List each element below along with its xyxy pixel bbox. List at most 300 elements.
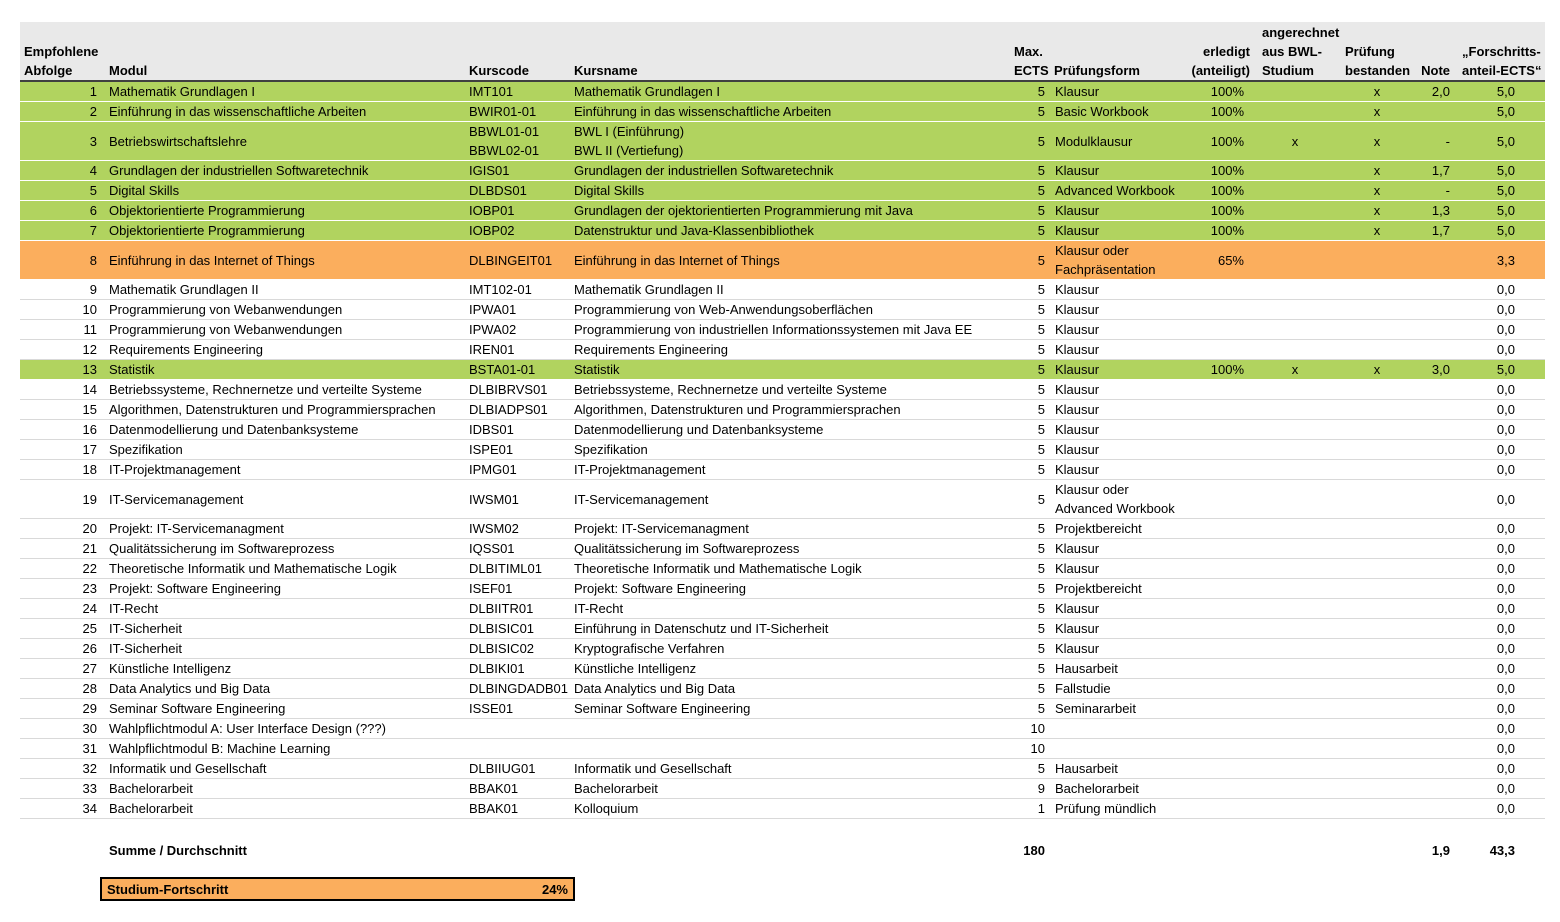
cell-bwl[interactable] [1252, 799, 1338, 818]
cell-note[interactable] [1416, 619, 1462, 638]
cell-best[interactable]: x [1373, 104, 1381, 119]
cell-form[interactable] [1050, 699, 1180, 718]
cell-name[interactable] [570, 122, 1010, 160]
cell-code[interactable] [465, 679, 570, 698]
cell-fort[interactable]: 0,0 [1496, 781, 1515, 796]
cell-form[interactable] [1050, 360, 1180, 379]
cell-ects[interactable]: 5 [1037, 183, 1045, 198]
cell-name[interactable] [570, 519, 1010, 538]
cell-code[interactable] [465, 519, 570, 538]
cell-modul[interactable]: Grundlagen der industriellen Softwaretechnik [109, 163, 369, 178]
cell-bwl[interactable] [1252, 460, 1338, 479]
cell-bwl[interactable] [1252, 559, 1338, 578]
cell-modul[interactable]: Einführung in das wissenschaftliche Arbeiten [109, 104, 367, 119]
cell-erl[interactable] [1180, 639, 1252, 658]
cell-erl[interactable] [1180, 519, 1252, 538]
cell-form[interactable] [1050, 460, 1180, 479]
cell-modul[interactable]: Wahlpflichtmodul B: Machine Learning [109, 741, 331, 756]
cell-best[interactable] [1338, 241, 1416, 279]
cell-name[interactable] [570, 599, 1010, 618]
cell-note[interactable] [1416, 599, 1462, 618]
cell-form[interactable] [1050, 519, 1180, 538]
cell-fort[interactable]: 0,0 [1496, 621, 1515, 636]
header-cell-nr[interactable] [20, 22, 105, 80]
cell-erl[interactable] [1180, 619, 1252, 638]
cell-bwl[interactable] [1252, 241, 1338, 279]
cell-bwl[interactable] [1252, 480, 1338, 518]
cell-code[interactable] [465, 102, 570, 121]
cell-note[interactable] [1416, 300, 1462, 319]
cell-bwl[interactable] [1252, 619, 1338, 638]
header-cell-bwl[interactable] [1252, 22, 1338, 80]
cell-ects[interactable]: 5 [1037, 521, 1045, 536]
cell-best[interactable]: x [1373, 223, 1381, 238]
cell-ects[interactable]: 5 [1037, 402, 1045, 417]
cell-name[interactable] [570, 619, 1010, 638]
cell-nr[interactable]: 32 [82, 761, 97, 776]
cell-note[interactable] [1416, 519, 1462, 538]
cell-form[interactable] [1050, 599, 1180, 618]
summary-label[interactable]: Summe / Durchschnitt [109, 843, 247, 858]
cell-note[interactable] [1416, 759, 1462, 778]
header-cell-ects[interactable] [1010, 22, 1050, 80]
cell-ects[interactable]: 5 [1037, 541, 1045, 556]
cell-erl[interactable]: 65% [1217, 252, 1244, 268]
cell-ects[interactable]: 5 [1037, 362, 1045, 377]
cell-modul[interactable]: Theoretische Informatik und Mathematische Logik [109, 561, 397, 576]
cell-best[interactable] [1338, 619, 1416, 638]
cell-erl[interactable] [1180, 799, 1252, 818]
cell-erl[interactable] [1180, 739, 1252, 758]
cell-erl[interactable]: 100% [1210, 223, 1244, 238]
cell-form[interactable] [1050, 82, 1180, 101]
cell-erl[interactable] [1180, 420, 1252, 439]
cell-nr[interactable]: 20 [82, 521, 97, 536]
cell-nr[interactable]: 19 [82, 491, 97, 507]
cell-modul[interactable]: Digital Skills [109, 183, 180, 198]
cell-bwl[interactable] [1252, 221, 1338, 240]
cell-ects[interactable]: 5 [1037, 422, 1045, 437]
cell-fort[interactable]: 0,0 [1496, 382, 1515, 397]
cell-nr[interactable]: 7 [89, 223, 97, 238]
cell-ects[interactable]: 5 [1037, 621, 1045, 636]
cell-best[interactable] [1338, 639, 1416, 658]
cell-best[interactable] [1338, 779, 1416, 798]
summary-ects-total[interactable]: 180 [1023, 843, 1045, 858]
cell-code[interactable] [465, 659, 570, 678]
cell-form[interactable] [1050, 181, 1180, 200]
cell-nr[interactable]: 11 [83, 322, 97, 337]
cell-bwl[interactable] [1252, 519, 1338, 538]
cell-best[interactable] [1338, 300, 1416, 319]
cell-ects[interactable]: 5 [1037, 761, 1045, 776]
cell-name[interactable] [570, 719, 1010, 738]
cell-modul[interactable]: Mathematik Grundlagen I [109, 84, 255, 99]
cell-bwl[interactable]: x [1291, 362, 1299, 377]
cell-note[interactable]: 1,3 [1431, 203, 1450, 218]
cell-erl[interactable] [1180, 539, 1252, 558]
cell-best[interactable] [1338, 699, 1416, 718]
cell-form[interactable] [1050, 300, 1180, 319]
cell-code[interactable] [465, 181, 570, 200]
cell-bwl[interactable] [1252, 579, 1338, 598]
cell-best[interactable] [1338, 480, 1416, 518]
cell-form[interactable] [1050, 221, 1180, 240]
cell-note[interactable] [1416, 420, 1462, 439]
cell-best[interactable] [1338, 340, 1416, 359]
header-cell-erl[interactable] [1180, 22, 1252, 80]
cell-bwl[interactable] [1252, 599, 1338, 618]
cell-code[interactable] [465, 300, 570, 319]
cell-nr[interactable]: 3 [89, 133, 97, 149]
cell-bwl[interactable] [1252, 201, 1338, 220]
cell-ects[interactable]: 5 [1037, 681, 1045, 696]
cell-name[interactable] [570, 360, 1010, 379]
cell-modul[interactable]: Objektorientierte Programmierung [109, 223, 305, 238]
cell-modul[interactable]: Algorithmen, Datenstrukturen und Programmiersprachen [109, 402, 436, 417]
cell-erl[interactable] [1180, 480, 1252, 518]
cell-form[interactable] [1050, 719, 1180, 738]
cell-nr[interactable]: 1 [89, 84, 97, 99]
cell-ects[interactable]: 5 [1037, 342, 1045, 357]
cell-nr[interactable]: 18 [82, 462, 97, 477]
cell-nr[interactable]: 21 [82, 541, 97, 556]
cell-form[interactable] [1050, 759, 1180, 778]
cell-form[interactable] [1050, 639, 1180, 658]
cell-modul[interactable]: Datenmodellierung und Datenbanksysteme [109, 422, 359, 437]
cell-name[interactable] [570, 221, 1010, 240]
header-cell-best[interactable] [1338, 22, 1416, 80]
header-cell-code[interactable] [465, 22, 570, 80]
cell-note[interactable]: 3,0 [1431, 362, 1450, 377]
cell-fort[interactable]: 5,0 [1496, 362, 1515, 377]
cell-modul[interactable]: Requirements Engineering [109, 342, 263, 357]
cell-code[interactable] [465, 161, 570, 180]
cell-modul[interactable]: Projekt: IT-Servicemanagment [109, 521, 284, 536]
cell-name[interactable] [570, 579, 1010, 598]
summary-average-grade[interactable]: 1,9 [1431, 843, 1450, 858]
cell-erl[interactable] [1180, 719, 1252, 738]
cell-name[interactable] [570, 440, 1010, 459]
cell-fort[interactable]: 0,0 [1496, 741, 1515, 756]
cell-code[interactable] [465, 420, 570, 439]
cell-name[interactable] [570, 320, 1010, 339]
cell-fort[interactable]: 0,0 [1496, 601, 1515, 616]
cell-bwl[interactable] [1252, 539, 1338, 558]
cell-form[interactable] [1050, 161, 1180, 180]
cell-best[interactable] [1338, 539, 1416, 558]
cell-modul[interactable]: Data Analytics und Big Data [109, 681, 271, 696]
cell-erl[interactable] [1180, 460, 1252, 479]
cell-note[interactable] [1416, 559, 1462, 578]
cell-best[interactable] [1338, 380, 1416, 399]
cell-name[interactable] [570, 559, 1010, 578]
cell-fort[interactable]: 0,0 [1496, 541, 1515, 556]
cell-erl[interactable] [1180, 320, 1252, 339]
cell-modul[interactable]: Einführung in das Internet of Things [109, 252, 315, 268]
cell-bwl[interactable] [1252, 320, 1338, 339]
cell-ects[interactable]: 5 [1037, 601, 1045, 616]
cell-ects[interactable]: 5 [1037, 661, 1045, 676]
cell-name[interactable] [570, 280, 1010, 299]
cell-note[interactable] [1416, 280, 1462, 299]
cell-nr[interactable]: 33 [82, 781, 97, 796]
cell-fort[interactable]: 3,3 [1496, 252, 1515, 268]
cell-code[interactable] [465, 799, 570, 818]
cell-nr[interactable]: 28 [82, 681, 97, 696]
cell-note[interactable] [1416, 539, 1462, 558]
cell-ects[interactable]: 1 [1037, 801, 1045, 816]
cell-ects[interactable]: 5 [1037, 382, 1045, 397]
cell-ects[interactable]: 5 [1037, 84, 1045, 99]
cell-code[interactable] [465, 280, 570, 299]
cell-best[interactable] [1338, 440, 1416, 459]
cell-best[interactable]: x [1373, 133, 1381, 149]
cell-bwl[interactable] [1252, 659, 1338, 678]
cell-nr[interactable]: 2 [89, 104, 97, 119]
cell-nr[interactable]: 23 [82, 581, 97, 596]
cell-best[interactable]: x [1373, 362, 1381, 377]
cell-note[interactable] [1416, 639, 1462, 658]
cell-nr[interactable]: 16 [82, 422, 97, 437]
cell-erl[interactable] [1180, 380, 1252, 399]
cell-note[interactable]: 1,7 [1431, 163, 1450, 178]
cell-form[interactable] [1050, 440, 1180, 459]
cell-fort[interactable]: 0,0 [1496, 721, 1515, 736]
cell-code[interactable] [465, 579, 570, 598]
cell-bwl[interactable] [1252, 679, 1338, 698]
cell-name[interactable] [570, 241, 1010, 279]
cell-best[interactable] [1338, 739, 1416, 758]
cell-code[interactable] [465, 699, 570, 718]
cell-nr[interactable]: 26 [82, 641, 97, 656]
cell-modul[interactable]: Statistik [109, 362, 155, 377]
cell-name[interactable] [570, 480, 1010, 518]
cell-name[interactable] [570, 679, 1010, 698]
cell-ects[interactable]: 5 [1037, 322, 1045, 337]
cell-fort[interactable]: 0,0 [1496, 342, 1515, 357]
cell-erl[interactable]: 100% [1210, 163, 1244, 178]
cell-code[interactable] [465, 380, 570, 399]
cell-fort[interactable]: 0,0 [1496, 322, 1515, 337]
cell-erl[interactable] [1180, 280, 1252, 299]
cell-name[interactable] [570, 639, 1010, 658]
cell-form[interactable] [1050, 280, 1180, 299]
cell-name[interactable] [570, 460, 1010, 479]
cell-code[interactable] [465, 440, 570, 459]
cell-ects[interactable]: 5 [1037, 133, 1045, 149]
cell-fort[interactable]: 0,0 [1496, 302, 1515, 317]
cell-modul[interactable]: Künstliche Intelligenz [109, 661, 232, 676]
cell-ects[interactable]: 5 [1037, 203, 1045, 218]
cell-modul[interactable]: Programmierung von Webanwendungen [109, 302, 343, 317]
cell-form[interactable] [1050, 201, 1180, 220]
cell-best[interactable] [1338, 420, 1416, 439]
cell-code[interactable] [465, 539, 570, 558]
cell-best[interactable]: x [1373, 183, 1381, 198]
cell-name[interactable] [570, 380, 1010, 399]
cell-note[interactable] [1416, 440, 1462, 459]
cell-nr[interactable]: 17 [82, 442, 97, 457]
cell-form[interactable] [1050, 400, 1180, 419]
cell-name[interactable] [570, 161, 1010, 180]
cell-note[interactable] [1416, 380, 1462, 399]
cell-modul[interactable]: Objektorientierte Programmierung [109, 203, 305, 218]
cell-best[interactable] [1338, 280, 1416, 299]
cell-erl[interactable] [1180, 679, 1252, 698]
cell-fort[interactable]: 5,0 [1496, 183, 1515, 198]
cell-code[interactable] [465, 400, 570, 419]
cell-erl[interactable] [1180, 400, 1252, 419]
cell-best[interactable] [1338, 579, 1416, 598]
cell-nr[interactable]: 29 [82, 701, 97, 716]
cell-form[interactable] [1050, 739, 1180, 758]
cell-code[interactable] [465, 559, 570, 578]
cell-erl[interactable] [1180, 300, 1252, 319]
cell-best[interactable] [1338, 320, 1416, 339]
cell-name[interactable] [570, 201, 1010, 220]
cell-ects[interactable]: 5 [1037, 581, 1045, 596]
cell-ects[interactable]: 5 [1037, 252, 1045, 268]
cell-modul[interactable]: Projekt: Software Engineering [109, 581, 281, 596]
cell-modul[interactable]: Bachelorarbeit [109, 801, 193, 816]
cell-form[interactable] [1050, 320, 1180, 339]
cell-note[interactable] [1416, 480, 1462, 518]
cell-ects[interactable]: 5 [1037, 462, 1045, 477]
cell-modul[interactable]: IT-Sicherheit [109, 621, 182, 636]
cell-form[interactable] [1050, 340, 1180, 359]
cell-best[interactable] [1338, 559, 1416, 578]
cell-nr[interactable]: 14 [82, 382, 97, 397]
cell-nr[interactable]: 31 [82, 741, 97, 756]
cell-code[interactable] [465, 480, 570, 518]
cell-name[interactable] [570, 759, 1010, 778]
cell-note[interactable] [1416, 659, 1462, 678]
cell-note[interactable]: - [1445, 183, 1450, 198]
cell-form[interactable] [1050, 480, 1180, 518]
cell-erl[interactable]: 100% [1210, 203, 1244, 218]
cell-note[interactable] [1416, 699, 1462, 718]
summary-progress-ects[interactable]: 43,3 [1489, 843, 1515, 858]
cell-fort[interactable]: 5,0 [1496, 104, 1515, 119]
cell-bwl[interactable] [1252, 779, 1338, 798]
cell-fort[interactable]: 0,0 [1496, 491, 1515, 507]
cell-name[interactable] [570, 300, 1010, 319]
cell-form[interactable] [1050, 241, 1180, 279]
cell-bwl[interactable] [1252, 280, 1338, 299]
cell-ects[interactable]: 5 [1037, 641, 1045, 656]
cell-code[interactable] [465, 599, 570, 618]
cell-modul[interactable]: Mathematik Grundlagen II [109, 282, 259, 297]
cell-name[interactable] [570, 102, 1010, 121]
cell-name[interactable] [570, 82, 1010, 101]
cell-form[interactable] [1050, 420, 1180, 439]
header-cell-name[interactable] [570, 22, 1010, 80]
cell-bwl[interactable] [1252, 400, 1338, 419]
cell-code[interactable] [465, 360, 570, 379]
cell-code[interactable] [465, 759, 570, 778]
cell-fort[interactable]: 5,0 [1496, 203, 1515, 218]
cell-form[interactable] [1050, 579, 1180, 598]
cell-name[interactable] [570, 400, 1010, 419]
header-cell-modul[interactable] [105, 22, 465, 80]
cell-name[interactable] [570, 799, 1010, 818]
cell-fort[interactable]: 0,0 [1496, 581, 1515, 596]
cell-code[interactable] [465, 639, 570, 658]
cell-best[interactable]: x [1373, 203, 1381, 218]
cell-name[interactable] [570, 659, 1010, 678]
cell-erl[interactable] [1180, 699, 1252, 718]
cell-code[interactable] [465, 320, 570, 339]
cell-modul[interactable]: Betriebswirtschaftslehre [109, 133, 247, 149]
cell-nr[interactable]: 12 [82, 342, 97, 357]
cell-note[interactable] [1416, 779, 1462, 798]
cell-note[interactable] [1416, 739, 1462, 758]
study-progress-box[interactable] [100, 877, 575, 901]
cell-note[interactable] [1416, 241, 1462, 279]
cell-ects[interactable]: 5 [1037, 701, 1045, 716]
cell-fort[interactable]: 0,0 [1496, 701, 1515, 716]
cell-bwl[interactable] [1252, 161, 1338, 180]
cell-modul[interactable]: Programmierung von Webanwendungen [109, 322, 343, 337]
cell-form[interactable] [1050, 380, 1180, 399]
cell-nr[interactable]: 34 [82, 801, 97, 816]
cell-name[interactable] [570, 420, 1010, 439]
cell-note[interactable] [1416, 102, 1462, 121]
cell-modul[interactable]: Seminar Software Engineering [109, 701, 286, 716]
cell-fort[interactable]: 0,0 [1496, 282, 1515, 297]
cell-erl[interactable]: 100% [1210, 84, 1244, 99]
cell-note[interactable] [1416, 460, 1462, 479]
cell-form[interactable] [1050, 679, 1180, 698]
cell-fort[interactable]: 0,0 [1496, 442, 1515, 457]
cell-name[interactable] [570, 340, 1010, 359]
cell-erl[interactable] [1180, 579, 1252, 598]
cell-bwl[interactable] [1252, 639, 1338, 658]
cell-erl[interactable]: 100% [1210, 183, 1244, 198]
cell-nr[interactable]: 13 [82, 362, 97, 377]
cell-erl[interactable]: 100% [1210, 133, 1244, 149]
cell-fort[interactable]: 0,0 [1496, 422, 1515, 437]
cell-modul[interactable]: IT-Recht [109, 601, 159, 616]
cell-modul[interactable]: Informatik und Gesellschaft [109, 761, 267, 776]
cell-modul[interactable]: Betriebssysteme, Rechnernetze und verteilte Systeme [109, 382, 422, 397]
cell-ects[interactable]: 5 [1037, 561, 1045, 576]
cell-nr[interactable]: 10 [82, 302, 97, 317]
cell-ects[interactable]: 9 [1037, 781, 1045, 796]
cell-form[interactable] [1050, 539, 1180, 558]
header-cell-note[interactable] [1416, 22, 1462, 80]
cell-form[interactable] [1050, 102, 1180, 121]
cell-best[interactable] [1338, 519, 1416, 538]
cell-form[interactable] [1050, 122, 1180, 160]
cell-nr[interactable]: 4 [89, 163, 97, 178]
cell-fort[interactable]: 5,0 [1496, 223, 1515, 238]
cell-nr[interactable]: 5 [89, 183, 97, 198]
cell-ects[interactable]: 10 [1030, 721, 1045, 736]
cell-form[interactable] [1050, 799, 1180, 818]
cell-note[interactable] [1416, 799, 1462, 818]
cell-note[interactable] [1416, 320, 1462, 339]
cell-nr[interactable]: 24 [82, 601, 97, 616]
cell-erl[interactable] [1180, 599, 1252, 618]
cell-erl[interactable] [1180, 559, 1252, 578]
cell-name[interactable] [570, 699, 1010, 718]
cell-bwl[interactable] [1252, 739, 1338, 758]
cell-nr[interactable]: 30 [82, 721, 97, 736]
cell-erl[interactable] [1180, 440, 1252, 459]
cell-note[interactable]: 2,0 [1431, 84, 1450, 99]
